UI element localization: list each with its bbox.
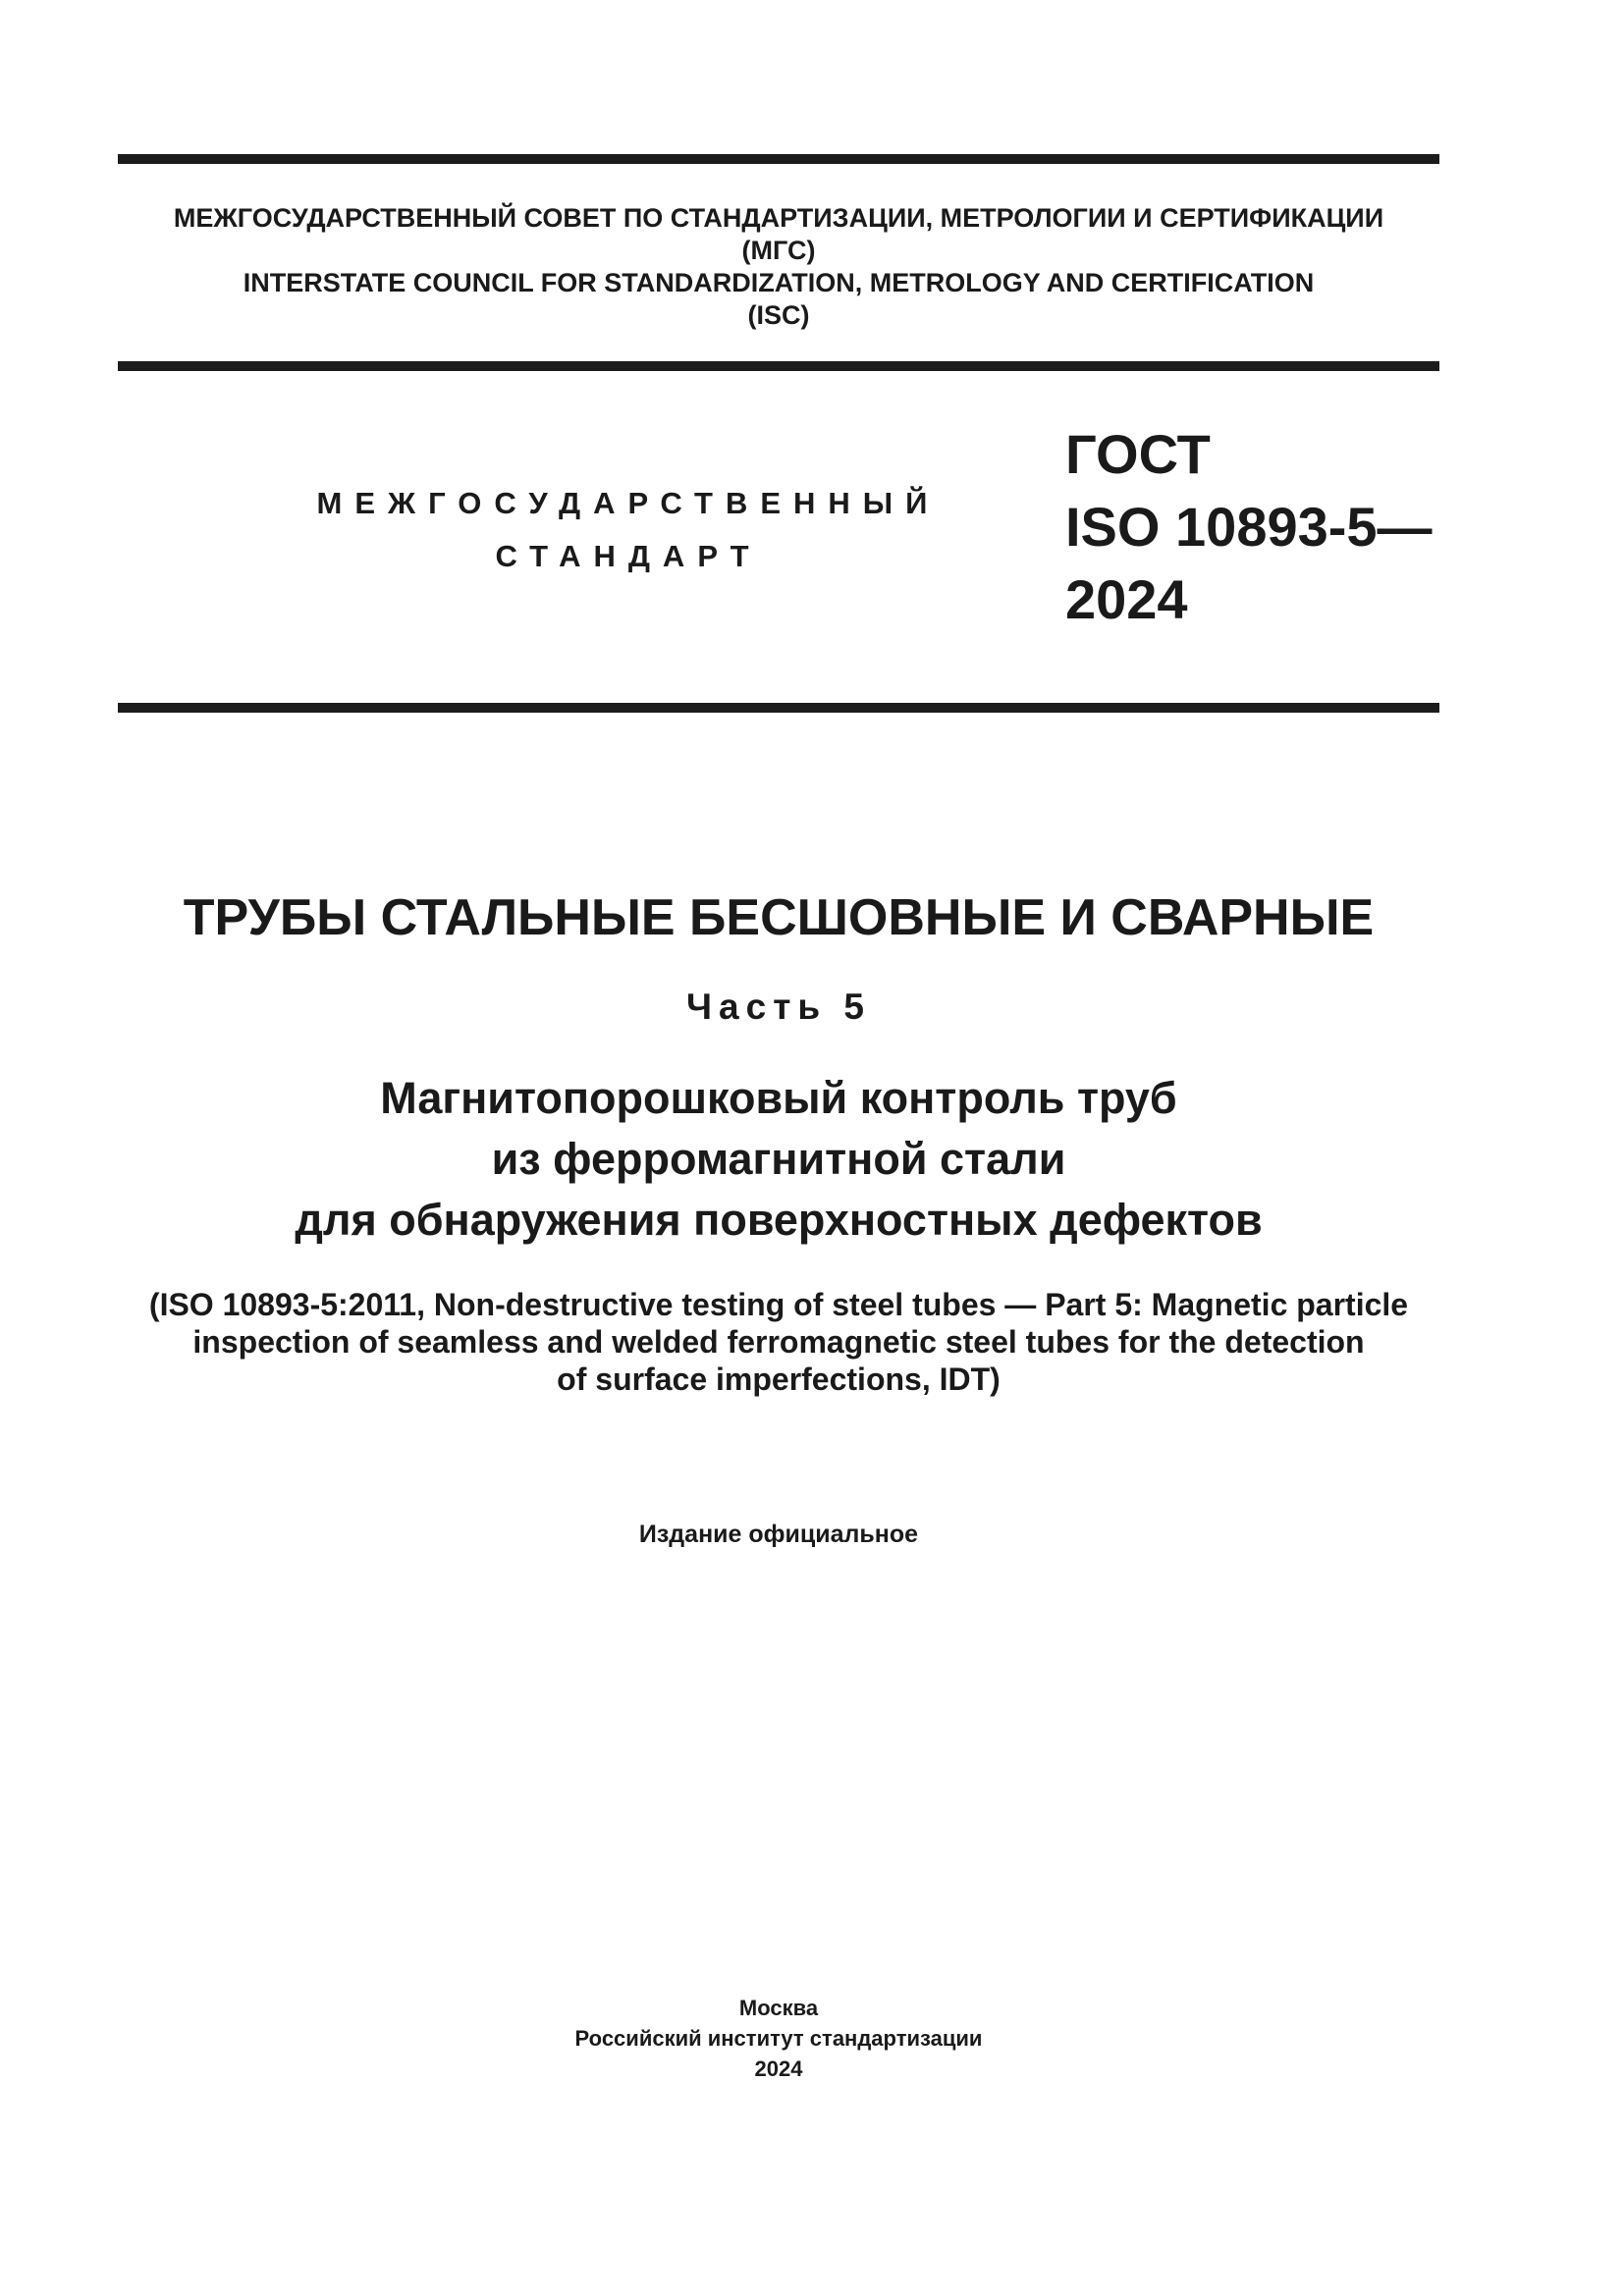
publisher-institute: Российский институт стандартизации: [574, 2026, 983, 2051]
designation-year: 2024: [1065, 568, 1188, 630]
standard-designation: [1065, 418, 1433, 636]
top-divider: [118, 154, 1439, 164]
document-subtitle: [118, 1068, 1439, 1251]
standard-type-line2: СТАНДАРТ: [495, 539, 762, 573]
council-name-en: INTERSTATE COUNCIL FOR STANDARDIZATION, METROLOGY AND CERTIFICATION: [243, 268, 1315, 297]
council-abbr-ru: (МГС): [741, 236, 816, 265]
standard-type: [295, 477, 962, 583]
publisher-block: [118, 1993, 1439, 2084]
publisher-city: Москва: [738, 1996, 819, 2020]
publisher-year: 2024: [754, 2056, 803, 2081]
subtitle-line2: из ферромагнитной стали: [491, 1134, 1066, 1184]
official-edition-label: Издание официальное: [638, 1521, 919, 1548]
part-number: Часть 5: [686, 987, 871, 1027]
council-header: [118, 202, 1439, 332]
bottom-divider: [118, 703, 1439, 713]
iso-reference-line3: of surface imperfections, IDT): [557, 1362, 1001, 1397]
subtitle-line3: для обнаружения поверхностных дефектов: [295, 1195, 1263, 1245]
designation-iso-number: ISO 10893-5—: [1065, 496, 1433, 558]
council-name-ru: МЕЖГОСУДАРСТВЕННЫЙ СОВЕТ ПО СТАНДАРТИЗАЦИИ, МЕТРОЛОГИИ И СЕРТИФИКАЦИИ: [173, 203, 1384, 233]
middle-divider: [118, 361, 1439, 371]
subtitle-line1: Магнитопорошковый контроль труб: [380, 1073, 1177, 1123]
iso-reference-line1: (ISO 10893-5:2011, Non-destructive testing of steel tubes — Part 5: Magnetic particle: [148, 1287, 1409, 1322]
standard-type-line1: МЕЖГОСУДАРСТВЕННЫЙ: [316, 486, 941, 520]
council-abbr-en: (ISC): [747, 300, 810, 330]
iso-reference: [108, 1286, 1449, 1398]
iso-reference-line2: inspection of seamless and welded ferromagnetic steel tubes for the detection: [192, 1324, 1365, 1360]
designation-gost: ГОСТ: [1065, 423, 1211, 485]
document-title: ТРУБЫ СТАЛЬНЫЕ БЕСШОВНЫЕ И СВАРНЫЕ: [183, 889, 1375, 946]
